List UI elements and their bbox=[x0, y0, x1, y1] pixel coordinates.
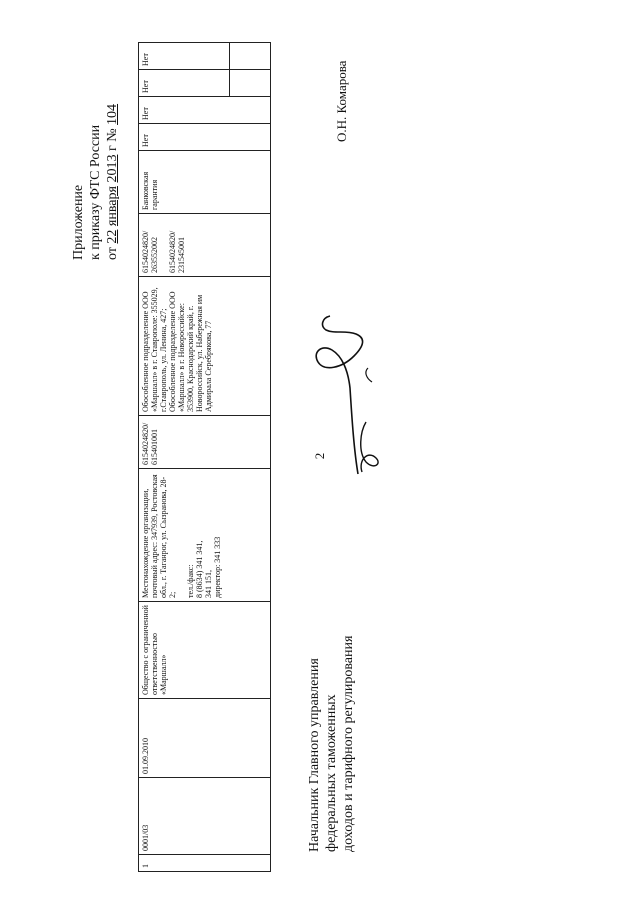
cell-inn-kpp: 6154024820/ 615401001 bbox=[139, 416, 271, 469]
cell-no-3: Нет bbox=[139, 70, 230, 97]
cell-number: 1 bbox=[139, 855, 271, 872]
cell-divisions: Обособленное подразделение ООО «Маршалл» в г. Ставрополе: 355029, г.Ставрополь, ул. Ленина, 427; Обособленное подразделение ООО «Маршалл» в г. Новороссийске: 353900, Краснодарский край, г. Новороссийск, ул. Набережная им Адмирала Серебрякова, 77 bbox=[139, 277, 271, 416]
cell-division-inn-kpp: 6154024820/ 263552002 6154024820/ 231545001 bbox=[139, 214, 271, 277]
cell-guarantee: Банковская гарантия bbox=[139, 151, 271, 214]
date-month: января bbox=[105, 186, 120, 227]
cell-empty bbox=[230, 43, 271, 70]
position-line: Начальник Главного управления bbox=[307, 658, 322, 852]
table-row bbox=[139, 43, 230, 872]
page-number: 2 bbox=[312, 452, 327, 460]
cell-no-1: Нет bbox=[139, 124, 271, 151]
signer-position bbox=[306, 636, 357, 852]
cell-date: 01.09.2010 bbox=[139, 699, 271, 778]
date-suffix: г № bbox=[105, 128, 120, 152]
cell-no-4: Нет bbox=[139, 43, 230, 70]
cell-empty bbox=[230, 70, 271, 97]
position-line: доходов и тарифного регулирования bbox=[341, 635, 356, 852]
appendix-header bbox=[70, 104, 121, 260]
cell-location: Местонахождение организации, почтовый адрес: 347939, Ростовская обл., г. Таганрог, ул. Сызранова, 28-2; тел./факс: 8 (8634) 341 341, 341 151, директор: 341 333 bbox=[139, 469, 271, 602]
order-date-line bbox=[104, 104, 121, 260]
date-day: 22 bbox=[105, 229, 120, 244]
registry-table bbox=[138, 42, 271, 872]
date-prefix: от bbox=[105, 247, 120, 260]
signer-name: О.Н. Комарова bbox=[334, 60, 349, 142]
order-reference: к приказу ФТС России bbox=[88, 124, 103, 260]
date-year: 2013 bbox=[105, 154, 120, 183]
order-number: 104 bbox=[105, 103, 120, 125]
position-line: федеральных таможенных bbox=[324, 694, 339, 852]
cell-code: 0001/03 bbox=[139, 778, 271, 855]
cell-name: Общество с ограниченной ответственностью «Маршалл» bbox=[139, 602, 271, 699]
appendix-title: Приложение bbox=[71, 184, 86, 260]
cell-no-2: Нет bbox=[139, 97, 271, 124]
handwritten-signature bbox=[296, 310, 386, 480]
